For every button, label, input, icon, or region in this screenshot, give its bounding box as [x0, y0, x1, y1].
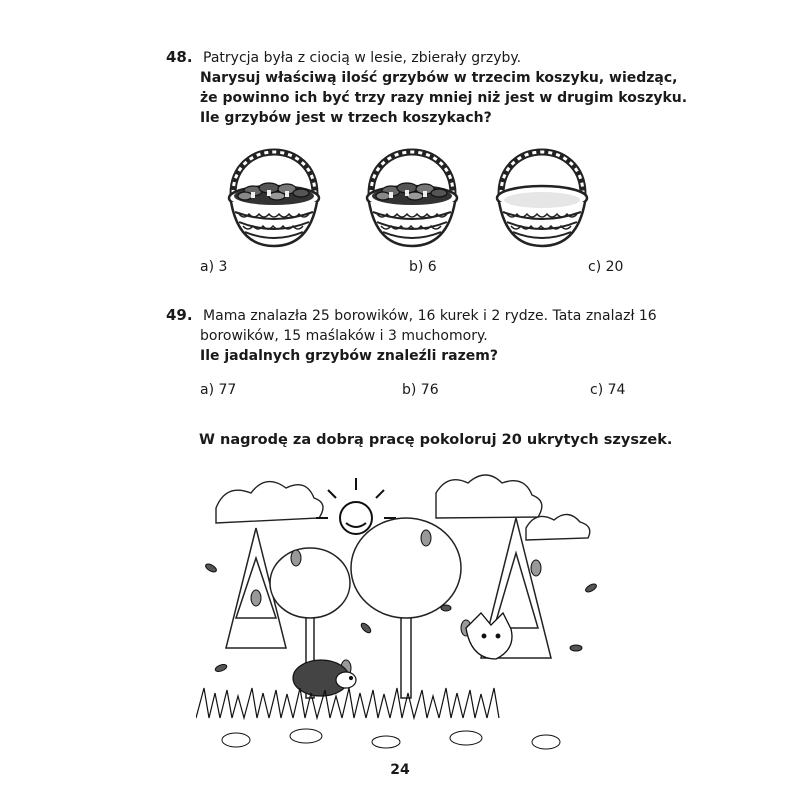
task-48-question: Ile grzybów jest w trzech koszykach?	[200, 110, 492, 126]
task-48	[166, 47, 688, 128]
forest-coloring-picture[interactable]	[196, 468, 610, 756]
task-49-number: 49.	[166, 306, 193, 324]
reward-instruction: W nagrodę za dobrą pracę pokoloruj 20 ukrytych szyszek.	[199, 432, 673, 448]
page-number: 24	[390, 762, 410, 778]
task-49-answers	[0, 382, 800, 402]
task-48-answer-b[interactable]: b) 6	[409, 259, 437, 275]
task-48-instruction-1: Narysuj właściwą ilość grzybów w trzecim koszyku, wiedząc,	[200, 70, 678, 86]
task-49-text-2: borowików, 15 maślaków i 3 muchomory.	[200, 328, 488, 344]
task-48-intro: Patrycja była z ciocią w lesie, zbierały grzyby.	[203, 50, 522, 66]
task-49-text-1: Mama znalazła 25 borowików, 16 kurek i 2 rydze. Tata znalazł 16	[203, 308, 657, 324]
task-48-intro-line	[166, 47, 636, 68]
task-49-answer-a[interactable]: a) 77	[200, 382, 237, 398]
task-48-number: 48.	[166, 48, 193, 66]
task-48-instruction-2: że powinno ich być trzy razy mniej niż jest w drugim koszyku.	[200, 90, 688, 106]
basket-2	[367, 152, 457, 246]
task-49-question: Ile jadalnych grzybów znaleźli razem?	[200, 348, 498, 364]
task-49-answer-c[interactable]: c) 74	[590, 382, 626, 398]
basket-3-empty[interactable]	[497, 152, 587, 246]
task-49-text-line-1	[166, 305, 657, 326]
task-48-answer-a[interactable]: a) 3	[200, 259, 228, 275]
task-49-answer-b[interactable]: b) 76	[402, 382, 439, 398]
baskets-illustration	[225, 138, 595, 248]
basket-1	[229, 152, 319, 246]
task-48-answer-c[interactable]: c) 20	[588, 259, 624, 275]
task-49	[166, 305, 657, 366]
task-48-answers	[0, 259, 800, 279]
